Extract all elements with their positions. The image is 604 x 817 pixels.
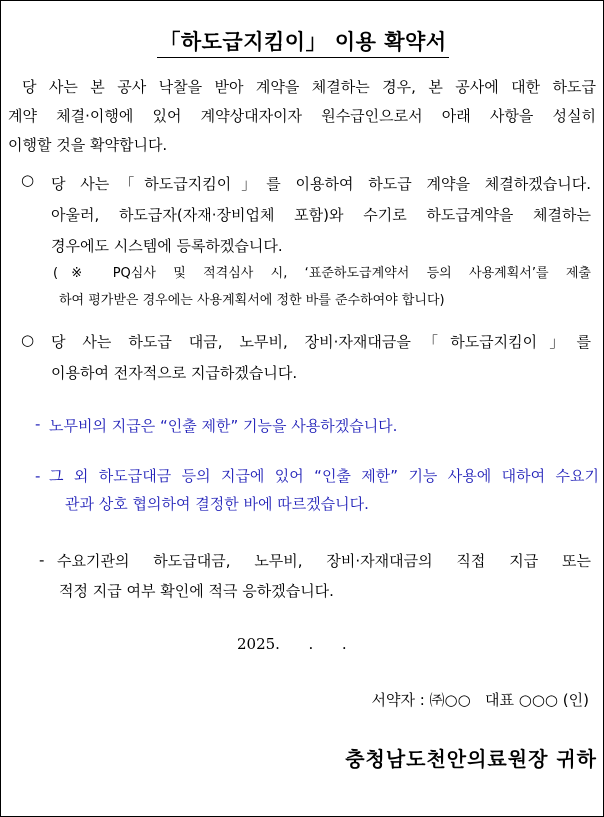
circle-bullet-1: ○ [21, 171, 35, 189]
intro-paragraph [8, 73, 596, 160]
dash-item-2 [49, 462, 599, 518]
item-2 [51, 327, 591, 389]
dash-item-3-line-2: 적정 지급 여부 확인에 적극 응하겠습니다. [59, 582, 334, 600]
addressee: 충청남도천안의료원장 귀하 [345, 747, 597, 771]
item-2-line-2: 이용하여 전자적으로 지급하겠습니다. [51, 364, 298, 382]
item-1-line-3: 경우에도 시스템에 등록하겠습니다. [51, 237, 283, 255]
intro-line-1: 당 사는 본 공사 낙찰을 받아 계약을 체결하는 경우, 본 공사에 대한 하도급 [22, 78, 596, 96]
item-1 [51, 169, 591, 262]
signature-line: 서약자 : ㈜○○ 대표 ○○○ (인) [371, 691, 589, 709]
circle-bullet-2: ○ [21, 331, 35, 349]
dash-bullet-2: - [35, 467, 41, 485]
item-1-note-line-2: 하여 평가받은 경우에는 사용계획서에 정한 바를 준수하여야 합니다) [59, 293, 445, 308]
item-2-line-1: 당 사는 하도급 대금, 노무비, 장비·자재대금을「하도급지킴이」를 [51, 333, 591, 351]
dash-item-1-text: 노무비의 지급은 “인출 제한” 기능을 사용하겠습니다. [49, 417, 398, 435]
item-1-note-line-1: (※ PQ심사 및 적격심사 시, ‘표준하도급계약서 등의 사용계획서’를 제출 [53, 266, 591, 281]
item-1-line-1: 당 사는「하도급지킴이」를 이용하여 하도급 계약을 체결하겠습니다. [51, 175, 591, 193]
item-1-note [53, 260, 591, 314]
intro-line-2: 계약 체결·이행에 있어 계약상대자이자 원수급인으로서 아래 사항을 성실히 [8, 107, 596, 125]
intro-line-3: 이행할 것을 확약합니다. [8, 136, 168, 154]
dash-item-3-line-1: 수요기관의 하도급대금, 노무비, 장비·자재대금의 직접 지급 또는 [57, 552, 591, 570]
dash-item-2-line-2: 관과 상호 협의하여 결정한 바에 따르겠습니다. [65, 495, 369, 513]
title-container [1, 29, 604, 58]
dash-item-3 [57, 546, 591, 606]
dash-bullet-3: - [39, 551, 45, 569]
dash-item-2-line-1: 그 외 하도급대금 등의 지급에 있어 “인출 제한” 기능 사용에 대하여 수요기 [49, 467, 599, 485]
item-1-line-2: 아울러, 하도급자(자재·장비업체 포함)와 수기로 하도급계약을 체결하는 [51, 206, 591, 224]
dash-bullet-1: - [35, 415, 41, 433]
date-line: 2025. . . [237, 635, 347, 653]
document-title: 「하도급지킴이」 이용 확약서 [157, 29, 448, 58]
